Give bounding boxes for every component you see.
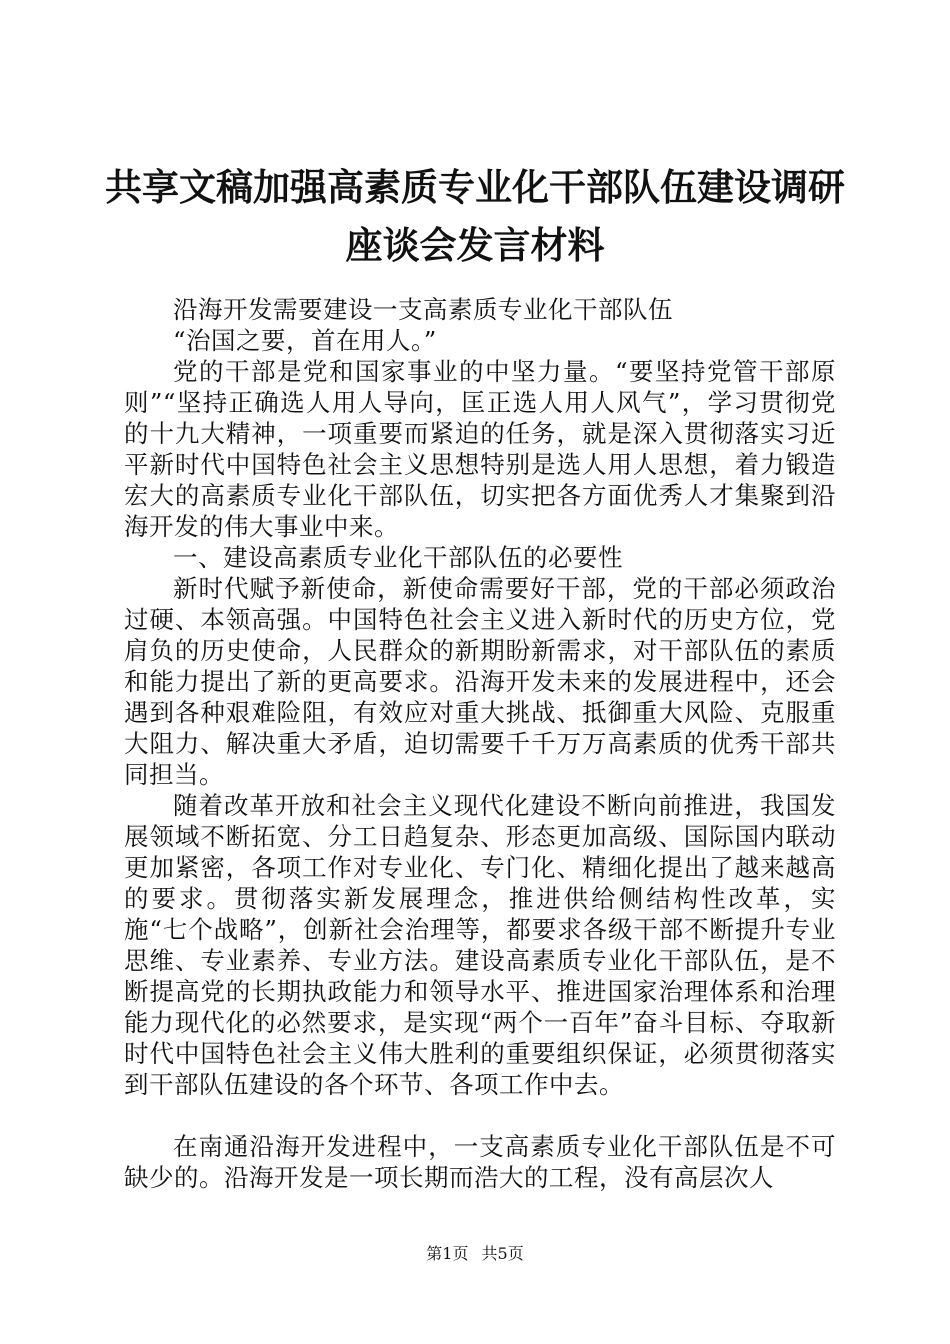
- page-footer: [0, 1244, 950, 1264]
- paragraph: 新时代赋予新使命，新使命需要好干部，党的干部必须政治过硬、本领高强。中国特色社会主义进入新时代的历史方位，党肩负的历史使命，人民群众的新期盼新需求，对干部队伍的素质和能力提出了新的更高要求。沿海开发未来的发展进程中，还会遇到各种艰难险阻，有效应对重大挑战、抵御重大风险、克服重大阻力、解决重大矛盾，迫切需要千千万万高素质的优秀干部共同担当。: [124, 574, 836, 789]
- title-line-1: 共享文稿加强高素质专业化干部队伍建设调研: [105, 165, 845, 209]
- paragraph: 在南通沿海开发进程中，一支高素质专业化干部队伍是不可缺少的。沿海开发是一项长期而浩大的工程，没有高层次人: [124, 1132, 836, 1192]
- section-heading: 一、建设高素质专业化干部队伍的必要性: [173, 543, 623, 572]
- paragraph: 党的干部是党和国家事业的中坚力量。“要坚持党管干部原则”“坚持正确选人用人导向，匡正选人用人风气”，学习贯彻党的十九大精神，一项重要而紧迫的任务，就是深入贯彻落实习近平新时代中国特色社会主义思想特别是选人用人思想，着力锻造宏大的高素质专业化干部队伍，切实把各方面优秀人才集聚到沿海开发的伟大事业中来。: [124, 357, 836, 541]
- paragraph-quote: “治国之要，首在用人。”: [173, 326, 437, 355]
- page-total: 共5页: [481, 1244, 524, 1263]
- paragraph-subtitle: 沿海开发需要建设一支高素质专业化干部队伍: [173, 295, 673, 324]
- document-title: [100, 158, 850, 274]
- document-body: [124, 294, 836, 1193]
- page-number: 第1页: [426, 1244, 469, 1263]
- paragraph: 随着改革开放和社会主义现代化建设不断向前推进，我国发展领域不断拓宽、分工日趋复杂、形态更加高级、国际国内联动更加紧密，各项工作对专业化、专门化、精细化提出了越来越高的要求。贯彻落实新发展理念，推进供给侧结构性改革，实施“七个战略”，创新社会治理等，都要求各级干部不断提升专业思维、专业素养、专业方法。建设高素质专业化干部队伍，是不断提高党的长期执政能力和领导水平、推进国家治理体系和治理能力现代化的必然要求，是实现“两个一百年”奋斗目标、夺取新时代中国特色社会主义伟大胜利的重要组织保证，必须贯彻落实到干部队伍建设的各个环节、各项工作中去。: [124, 791, 836, 1099]
- title-line-2: 座谈会发言材料: [345, 223, 605, 267]
